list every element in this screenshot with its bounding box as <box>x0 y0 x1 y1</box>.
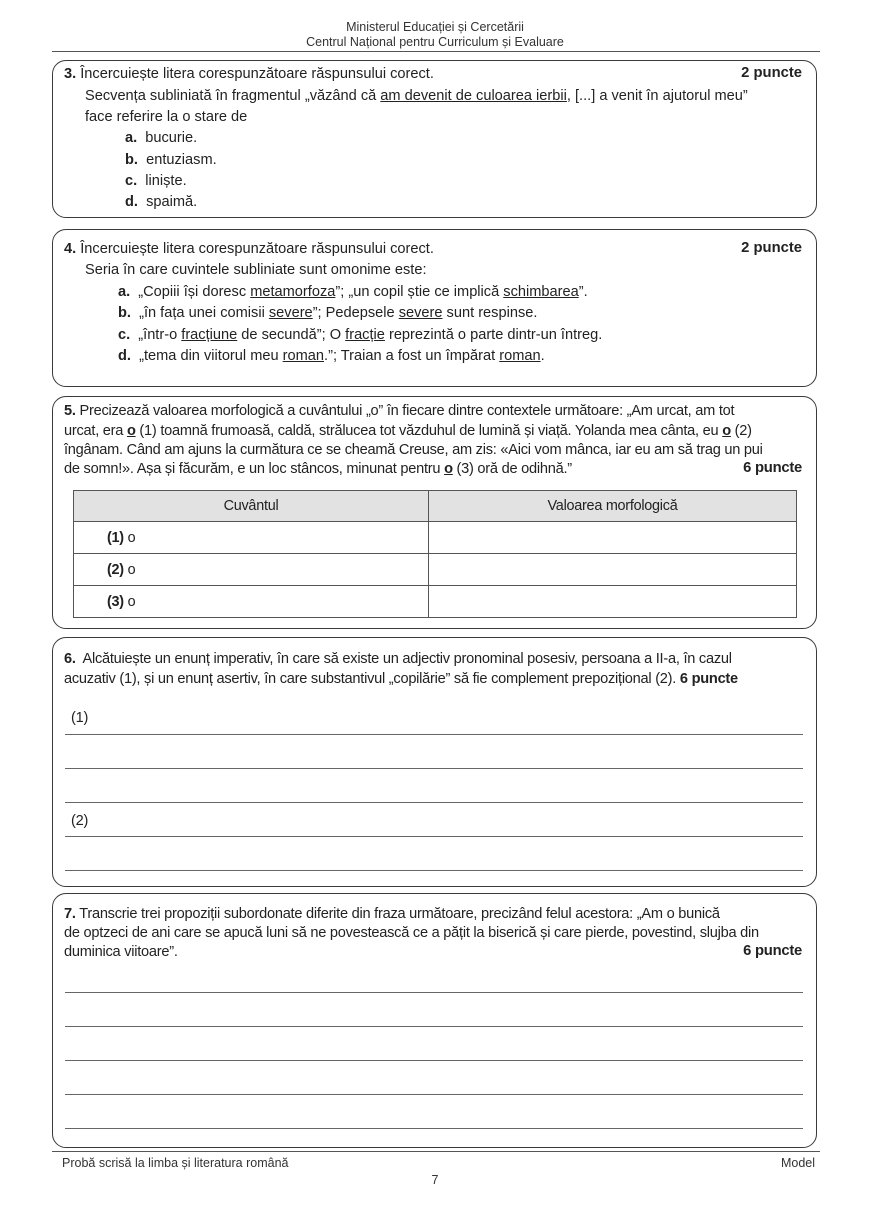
question-5-line-3: îngânam. Când am ajuns la curmătura ce se cheamă Creuse, am zis: «Aici vom mânca, iar eu am să trag un pui <box>64 442 763 458</box>
question-3-box <box>52 60 817 218</box>
option-letter: b. <box>125 152 138 168</box>
question-4-stem: Seria în care cuvintele subliniate sunt omonime este: <box>85 262 427 278</box>
option-text: . <box>540 348 545 364</box>
underlined-word: severe <box>398 305 443 321</box>
answer-cell-3[interactable] <box>429 586 797 618</box>
question-4-box <box>52 229 817 387</box>
footer-divider <box>52 1151 820 1152</box>
answer-label-2: (2) <box>71 813 89 829</box>
question-3-stem-2: face referire la o stare de <box>85 109 248 125</box>
footer-subject: Probă scrisă la limba și literatura română <box>62 1156 289 1170</box>
answer-line[interactable] <box>65 992 803 993</box>
option-b[interactable] <box>118 304 537 323</box>
answer-line[interactable] <box>65 802 803 803</box>
row-index: (1) <box>107 529 124 546</box>
underlined-word: roman <box>499 348 541 364</box>
header-ministry: Ministerul Educației și Cercetării <box>346 20 524 34</box>
option-a[interactable] <box>125 129 197 148</box>
header-divider <box>52 51 820 52</box>
question-4-instruction <box>64 240 434 259</box>
table-cell-word <box>74 554 429 586</box>
underlined-word: schimbarea <box>503 284 579 300</box>
question-5-text: urcat, era <box>64 423 127 439</box>
question-6-box <box>52 637 817 887</box>
question-5-points: 6 puncte <box>743 460 802 476</box>
question-3-points: 2 puncte <box>741 65 802 81</box>
question-4-number: 4. <box>64 241 77 257</box>
underlined-word: fracțiune <box>181 327 238 343</box>
row-word: o <box>127 529 136 546</box>
question-6-text: acuzativ (1), și un enunț asertiv, în care substantivul „copilărie” să fie complement prepozițional (2). <box>64 671 677 687</box>
option-text: bucurie. <box>145 130 198 146</box>
option-text: „Copiii își doresc <box>138 284 251 300</box>
row-word: o <box>127 561 136 578</box>
answer-line[interactable] <box>65 734 803 735</box>
answer-label-1: (1) <box>71 710 89 726</box>
target-word-1: o <box>126 423 136 439</box>
question-3-stem <box>85 87 748 106</box>
question-5-text: (3) oră de odihnă.” <box>452 461 572 477</box>
question-5-line-4 <box>64 460 572 479</box>
question-3-number: 3. <box>64 66 77 82</box>
table-cell-word <box>74 522 429 554</box>
option-letter: c. <box>125 173 138 189</box>
question-7-points: 6 puncte <box>743 943 802 959</box>
option-letter: b. <box>118 305 131 321</box>
option-text: reprezintă o parte dintr-un întreg. <box>384 327 603 343</box>
option-d[interactable] <box>118 347 545 366</box>
stem-underlined: am devenit de culoarea ierbii <box>380 88 567 104</box>
option-text: liniște. <box>145 173 187 189</box>
question-5-text: Precizează valoarea morfologică a cuvântului „o” în fiecare dintre contextele următoare: „Am urcat, am tot <box>79 403 735 419</box>
question-5-line-2 <box>64 422 752 441</box>
question-4-points: 2 puncte <box>741 240 802 256</box>
question-5-number: 5. <box>64 403 76 419</box>
question-5-text: de somn!». Așa și făcurăm, e un loc stâncos, minunat pentru <box>64 461 445 477</box>
option-text: sunt respinse. <box>442 305 538 321</box>
answer-line[interactable] <box>65 1026 803 1027</box>
table-header-word: Cuvântul <box>74 491 429 522</box>
option-text: spaimă. <box>146 194 198 210</box>
question-3-instruction <box>64 65 434 84</box>
option-letter: c. <box>118 327 131 343</box>
table-header-row <box>74 491 797 522</box>
header-center: Centrul Național pentru Curriculum și Evaluare <box>306 35 564 49</box>
table-row <box>74 586 797 618</box>
target-word-2: o <box>722 423 731 439</box>
row-index: (2) <box>107 561 124 578</box>
question-5-line-1 <box>64 402 734 421</box>
question-6-points: 6 puncte <box>679 671 738 687</box>
option-text: „tema din viitorul meu <box>139 348 283 364</box>
option-text: „într-o <box>138 327 182 343</box>
option-text: ”; „un copil știe ce implică <box>335 284 504 300</box>
answer-line[interactable] <box>65 836 803 837</box>
question-7-line-1 <box>64 905 720 924</box>
question-6-line-2 <box>64 670 738 689</box>
question-6-number: 6. <box>64 651 76 667</box>
target-word-3: o <box>444 461 453 477</box>
answer-line[interactable] <box>65 1128 803 1129</box>
footer-model: Model <box>780 1156 815 1170</box>
question-4-instruction-text: Încercuiește litera corespunzătoare răspunsului corect. <box>80 241 434 257</box>
underlined-word: fracție <box>345 327 385 343</box>
option-text: .”; Traian a fost un împărat <box>324 348 500 364</box>
option-letter: a. <box>118 284 131 300</box>
question-6-line-1 <box>64 650 732 669</box>
question-5-text: (2) <box>730 423 752 439</box>
table-row <box>74 522 797 554</box>
underlined-word: metamorfoza <box>250 284 336 300</box>
option-text: ”; Pedepsele <box>312 305 399 321</box>
question-7-text: Transcrie trei propoziții subordonate diferite din fraza următoare, precizând felul acestora: „Am o bunică <box>79 906 720 922</box>
stem-text: , [...] a venit în ajutorul meu” <box>566 88 748 104</box>
option-d[interactable] <box>125 193 197 212</box>
table-header-value: Valoarea morfologică <box>429 491 797 522</box>
option-text: ”. <box>578 284 588 300</box>
question-7-line-2: de optzeci de ani care se apucă luni să ne povestească ce a pățit la biserică și care pierde, povestind, slujba din <box>64 925 759 941</box>
question-7-number: 7. <box>64 906 76 922</box>
option-text: entuziasm. <box>146 152 217 168</box>
stem-text: Secvența subliniată în fragmentul „văzând că <box>85 88 381 104</box>
question-7-line-3: duminica viitoare”. <box>64 944 178 960</box>
option-letter: a. <box>125 130 138 146</box>
question-6-text: Alcătuiește un enunț imperativ, în care să existe un adjectiv pronominal posesiv, persoana a II-a, în cazul <box>82 651 732 667</box>
option-c[interactable] <box>125 172 187 191</box>
question-5-box <box>52 396 817 629</box>
question-7-box <box>52 893 817 1148</box>
answer-line[interactable] <box>65 768 803 769</box>
option-text: „în fața unei comisii <box>139 305 269 321</box>
answer-line[interactable] <box>65 1060 803 1061</box>
option-c[interactable] <box>118 326 602 345</box>
question-5-text: (1) toamnă frumoasă, caldă, strălucea tot văzduhul de lumină și viață. Yolanda mea cânta, eu <box>135 423 723 439</box>
underlined-word: severe <box>268 305 313 321</box>
page-number: 7 <box>431 1173 439 1187</box>
row-word: o <box>127 593 136 610</box>
option-text: de secundă”; O <box>237 327 346 343</box>
row-index: (3) <box>107 593 124 610</box>
answer-cell-1[interactable] <box>429 522 797 554</box>
answer-table <box>73 490 797 618</box>
option-a[interactable] <box>118 283 588 302</box>
table-row <box>74 554 797 586</box>
table-cell-word <box>74 586 429 618</box>
option-letter: d. <box>118 348 131 364</box>
underlined-word: roman <box>282 348 325 364</box>
option-b[interactable] <box>125 151 217 170</box>
question-3-instruction-text: Încercuiește litera corespunzătoare răspunsului corect. <box>80 66 434 82</box>
answer-line[interactable] <box>65 870 803 871</box>
option-letter: d. <box>125 194 138 210</box>
answer-cell-2[interactable] <box>429 554 797 586</box>
answer-line[interactable] <box>65 1094 803 1095</box>
